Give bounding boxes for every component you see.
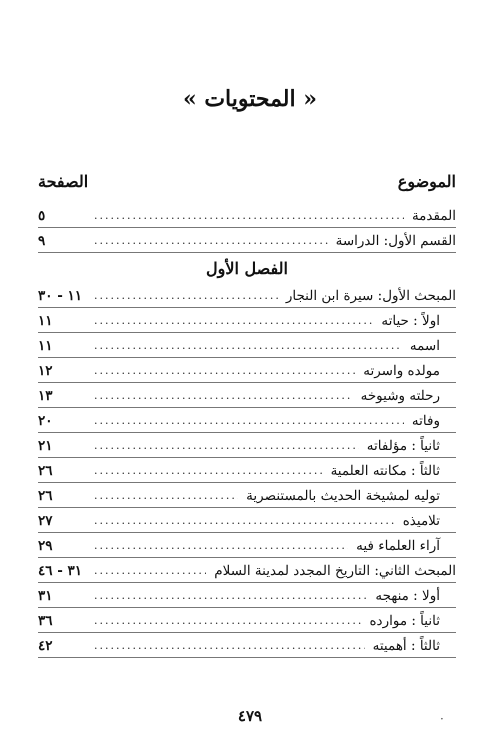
toc-entry-title: مولده واسرته [363,362,440,379]
toc-entry-page: ٢٦ [38,487,53,504]
toc-entry-title: ثالثاً : مكانته العلمية [330,462,440,479]
toc-entry-title: المقدمة [411,207,456,224]
topic-column-header: الموضوع [397,172,456,191]
toc-entry-page: ٢١ [38,437,53,454]
section-heading-title: الفصل الأول [206,258,288,278]
toc-entry [38,228,456,253]
toc-entry-title: توليه لمشيخة الحديث بالمستنصرية [246,487,440,504]
toc-entry-title: ثانياً : مؤلفاته [366,437,440,454]
toc-entry [38,458,456,483]
toc-entry-page: ٢٩ [38,537,53,554]
leader-dots [94,539,348,552]
toc-entry-page: ٩ [38,232,46,249]
page-title: « المحتويات » [182,86,318,112]
toc-entry-page: ٣١ [38,587,53,604]
toc-entry [38,383,456,408]
leader-dots [94,314,373,327]
toc-entry [38,483,456,508]
leader-dots [94,389,353,402]
toc-entry [38,533,456,558]
toc-entry-title: اولاً : حياته [381,312,440,329]
toc-list [38,203,456,658]
leader-dots [94,464,323,477]
toc-entry-page: ١٢ [38,362,53,379]
leader-dots [94,289,278,302]
leader-dots [94,639,365,652]
toc-entry-title: أولا : منهجه [375,587,440,604]
leader-dots [94,234,328,247]
toc-entry-title: وفاته [411,412,440,429]
toc-entry-page: ١١ - ٣٠ [38,287,83,304]
corner-mark: · [440,712,444,726]
leader-dots [94,364,355,377]
leader-dots [94,564,206,577]
toc-entry [38,433,456,458]
toc-entry [38,333,456,358]
toc-entry-page: ٢٧ [38,512,53,529]
toc-entry-title: المبحث الأول: سيرة ابن النجار [285,287,456,304]
toc-entry [38,308,456,333]
toc-entry-title: آراء العلماء فيه [356,537,440,554]
toc-entry-title: المبحث الثاني: التاريخ المجدد لمدينة السلام [214,562,456,579]
toc-entry-page: ١١ [38,312,53,329]
leader-dots [94,339,402,352]
leader-dots [94,439,359,452]
toc-entry-page: ١١ [38,337,53,354]
toc-entry [38,558,456,583]
toc-section-heading [38,253,456,283]
toc-entry-page: ١٣ [38,387,53,404]
leader-dots [94,614,361,627]
toc-entry [38,508,456,533]
toc-entry [38,203,456,228]
toc-entry-page: ٥ [38,207,46,224]
toc-entry-page: ٤٢ [38,637,53,654]
toc-header [38,172,456,191]
toc-entry [38,608,456,633]
page-number: ٤٧٩ [237,707,263,725]
toc-entry-title: ثانياً : موارده [369,612,440,629]
toc-entry [38,583,456,608]
toc-entry [38,633,456,658]
leader-dots [94,589,367,602]
toc-entry-page: ٢٠ [38,412,53,429]
toc-entry [38,283,456,308]
toc-entry [38,408,456,433]
toc-entry-title: ثالثاً : أهميته [372,637,440,654]
toc-entry-title: رحلته وشيوخه [360,387,440,404]
toc-entry-title: اسمه [409,337,440,354]
row-rule [38,657,456,658]
toc-entry [38,358,456,383]
page-column-header: الصفحة [38,172,89,191]
leader-dots [94,489,238,502]
toc-entry-page: ٣٦ [38,612,53,629]
toc-entry-page: ٢٦ [38,462,53,479]
leader-dots [94,514,395,527]
leader-dots [94,209,404,222]
leader-dots [94,414,404,427]
toc-entry-title: تلاميذه [402,512,440,529]
toc-entry-page: ٣١ - ٤٦ [38,562,83,579]
toc-entry-title: القسم الأول: الدراسة [335,232,456,249]
